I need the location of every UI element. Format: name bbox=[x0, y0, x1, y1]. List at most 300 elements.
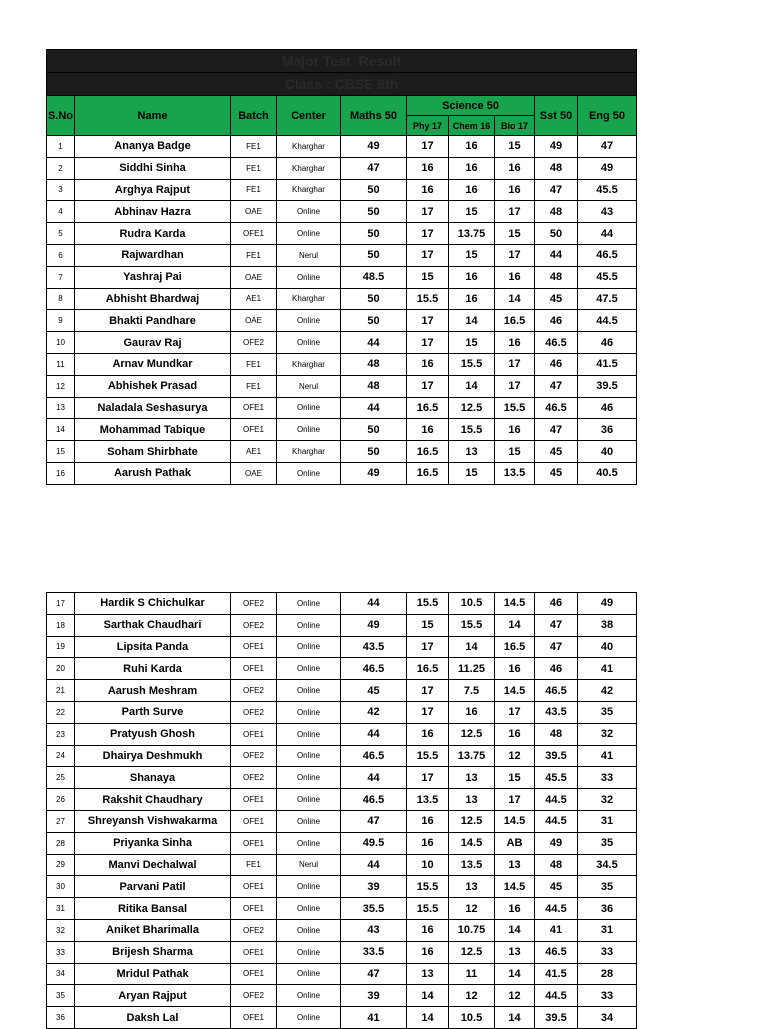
eng-cell: 36 bbox=[578, 419, 637, 441]
name-cell: Siddhi Sinha bbox=[75, 157, 231, 179]
chem-cell: 12.5 bbox=[449, 941, 495, 963]
table-row bbox=[47, 963, 637, 985]
sno-cell: 9 bbox=[47, 310, 75, 332]
eng-cell: 45.5 bbox=[578, 179, 637, 201]
name-cell: Aarush Meshram bbox=[75, 680, 231, 702]
maths-cell: 46.5 bbox=[341, 658, 407, 680]
phy-cell: 16.5 bbox=[407, 441, 449, 463]
table-row bbox=[47, 876, 637, 898]
table-row bbox=[47, 419, 637, 441]
eng-cell: 28 bbox=[578, 963, 637, 985]
result-table-top bbox=[46, 49, 637, 485]
phy-cell: 16 bbox=[407, 810, 449, 832]
bio-cell: 14.5 bbox=[495, 593, 535, 615]
name-cell: Rakshit Chaudhary bbox=[75, 789, 231, 811]
batch-cell: OFE1 bbox=[231, 810, 277, 832]
batch-cell: OFE1 bbox=[231, 1007, 277, 1029]
name-cell: Ananya Badge bbox=[75, 136, 231, 158]
batch-cell: OFE1 bbox=[231, 658, 277, 680]
sst-cell: 47 bbox=[535, 636, 578, 658]
sst-cell: 50 bbox=[535, 223, 578, 245]
maths-cell: 49.5 bbox=[341, 832, 407, 854]
maths-cell: 48 bbox=[341, 375, 407, 397]
sno-cell: 1 bbox=[47, 136, 75, 158]
result-table-bottom bbox=[46, 592, 637, 1029]
table-row bbox=[47, 136, 637, 158]
eng-cell: 31 bbox=[578, 919, 637, 941]
table-row bbox=[47, 810, 637, 832]
phy-cell: 17 bbox=[407, 701, 449, 723]
sst-cell: 46 bbox=[535, 310, 578, 332]
sno-cell: 31 bbox=[47, 898, 75, 920]
center-cell: Online bbox=[277, 876, 341, 898]
maths-cell: 44 bbox=[341, 332, 407, 354]
table-row bbox=[47, 898, 637, 920]
sst-cell: 47 bbox=[535, 614, 578, 636]
bio-cell: 16 bbox=[495, 157, 535, 179]
eng-cell: 44 bbox=[578, 223, 637, 245]
phy-cell: 16.5 bbox=[407, 397, 449, 419]
name-cell: Abhinav Hazra bbox=[75, 201, 231, 223]
name-cell: Arnav Mundkar bbox=[75, 353, 231, 375]
center-cell: Online bbox=[277, 832, 341, 854]
center-cell: Online bbox=[277, 680, 341, 702]
sno-cell: 29 bbox=[47, 854, 75, 876]
eng-cell: 46.5 bbox=[578, 244, 637, 266]
sno-cell: 17 bbox=[47, 593, 75, 615]
sno-cell: 4 bbox=[47, 201, 75, 223]
batch-cell: OFE1 bbox=[231, 876, 277, 898]
maths-cell: 44 bbox=[341, 723, 407, 745]
batch-cell: OFE2 bbox=[231, 680, 277, 702]
phy-cell: 17 bbox=[407, 375, 449, 397]
bio-cell: 17 bbox=[495, 789, 535, 811]
center-cell: Online bbox=[277, 332, 341, 354]
bio-cell: 17 bbox=[495, 244, 535, 266]
phy-cell: 17 bbox=[407, 767, 449, 789]
chem-cell: 14 bbox=[449, 636, 495, 658]
phy-cell: 16 bbox=[407, 723, 449, 745]
batch-cell: OFE1 bbox=[231, 723, 277, 745]
bio-cell: 16.5 bbox=[495, 310, 535, 332]
table-row bbox=[47, 941, 637, 963]
eng-cell: 38 bbox=[578, 614, 637, 636]
maths-cell: 50 bbox=[341, 179, 407, 201]
maths-cell: 45 bbox=[341, 680, 407, 702]
center-cell: Online bbox=[277, 723, 341, 745]
sno-cell: 12 bbox=[47, 375, 75, 397]
phy-cell: 14 bbox=[407, 985, 449, 1007]
bio-cell: 12 bbox=[495, 745, 535, 767]
eng-cell: 49 bbox=[578, 157, 637, 179]
table-row bbox=[47, 919, 637, 941]
sst-cell: 44.5 bbox=[535, 985, 578, 1007]
batch-cell: OFE1 bbox=[231, 636, 277, 658]
phy-cell: 15 bbox=[407, 614, 449, 636]
batch-cell: AE1 bbox=[231, 288, 277, 310]
center-cell: Kharghar bbox=[277, 179, 341, 201]
chem-cell: 12 bbox=[449, 898, 495, 920]
chem-cell: 14 bbox=[449, 375, 495, 397]
name-cell: Abhisht Bhardwaj bbox=[75, 288, 231, 310]
sst-cell: 44.5 bbox=[535, 789, 578, 811]
sno-cell: 21 bbox=[47, 680, 75, 702]
sst-cell: 49 bbox=[535, 136, 578, 158]
table-row bbox=[47, 593, 637, 615]
sst-cell: 43.5 bbox=[535, 701, 578, 723]
sno-cell: 25 bbox=[47, 767, 75, 789]
eng-cell: 33 bbox=[578, 767, 637, 789]
phy-cell: 16 bbox=[407, 157, 449, 179]
name-cell: Shanaya bbox=[75, 767, 231, 789]
sno-cell: 24 bbox=[47, 745, 75, 767]
table-row bbox=[47, 723, 637, 745]
table-row bbox=[47, 441, 637, 463]
sno-cell: 7 bbox=[47, 266, 75, 288]
eng-cell: 42 bbox=[578, 680, 637, 702]
maths-cell: 33.5 bbox=[341, 941, 407, 963]
phy-cell: 15.5 bbox=[407, 288, 449, 310]
table-row bbox=[47, 332, 637, 354]
name-cell: Soham Shirbhate bbox=[75, 441, 231, 463]
sst-cell: 49 bbox=[535, 832, 578, 854]
maths-cell: 39 bbox=[341, 876, 407, 898]
phy-cell: 17 bbox=[407, 201, 449, 223]
sno-cell: 32 bbox=[47, 919, 75, 941]
table-row bbox=[47, 244, 637, 266]
table-row bbox=[47, 223, 637, 245]
eng-cell: 31 bbox=[578, 810, 637, 832]
phy-cell: 15.5 bbox=[407, 876, 449, 898]
center-cell: Online bbox=[277, 462, 341, 484]
phy-cell: 17 bbox=[407, 310, 449, 332]
phy-cell: 16 bbox=[407, 941, 449, 963]
sno-cell: 27 bbox=[47, 810, 75, 832]
table-row bbox=[47, 201, 637, 223]
bio-cell: 14.5 bbox=[495, 876, 535, 898]
eng-cell: 34.5 bbox=[578, 854, 637, 876]
batch-cell: OAE bbox=[231, 266, 277, 288]
sno-cell: 28 bbox=[47, 832, 75, 854]
header-bio: Bio 17 bbox=[495, 116, 535, 136]
phy-cell: 17 bbox=[407, 332, 449, 354]
maths-cell: 41 bbox=[341, 1007, 407, 1029]
bio-cell: 16 bbox=[495, 419, 535, 441]
sno-cell: 33 bbox=[47, 941, 75, 963]
center-cell: Online bbox=[277, 1007, 341, 1029]
bio-cell: AB bbox=[495, 832, 535, 854]
center-cell: Online bbox=[277, 919, 341, 941]
maths-cell: 50 bbox=[341, 201, 407, 223]
bio-cell: 17 bbox=[495, 353, 535, 375]
center-cell: Kharghar bbox=[277, 288, 341, 310]
bio-cell: 12 bbox=[495, 985, 535, 1007]
sst-cell: 45 bbox=[535, 462, 578, 484]
center-cell: Online bbox=[277, 397, 341, 419]
sno-cell: 10 bbox=[47, 332, 75, 354]
center-cell: Kharghar bbox=[277, 353, 341, 375]
sst-cell: 45 bbox=[535, 441, 578, 463]
maths-cell: 49 bbox=[341, 136, 407, 158]
eng-cell: 41 bbox=[578, 745, 637, 767]
bio-cell: 14 bbox=[495, 288, 535, 310]
bio-cell: 16 bbox=[495, 898, 535, 920]
chem-cell: 14 bbox=[449, 310, 495, 332]
maths-cell: 44 bbox=[341, 854, 407, 876]
eng-cell: 47.5 bbox=[578, 288, 637, 310]
chem-cell: 12.5 bbox=[449, 810, 495, 832]
batch-cell: OFE1 bbox=[231, 941, 277, 963]
chem-cell: 15.5 bbox=[449, 419, 495, 441]
bio-cell: 17 bbox=[495, 375, 535, 397]
chem-cell: 16 bbox=[449, 157, 495, 179]
eng-cell: 36 bbox=[578, 898, 637, 920]
chem-cell: 14.5 bbox=[449, 832, 495, 854]
sst-cell: 44.5 bbox=[535, 898, 578, 920]
chem-cell: 13 bbox=[449, 789, 495, 811]
phy-cell: 16 bbox=[407, 832, 449, 854]
center-cell: Online bbox=[277, 701, 341, 723]
table-row bbox=[47, 353, 637, 375]
center-cell: Nerul bbox=[277, 244, 341, 266]
bio-cell: 14 bbox=[495, 1007, 535, 1029]
center-cell: Online bbox=[277, 810, 341, 832]
table-row bbox=[47, 767, 637, 789]
chem-cell: 15.5 bbox=[449, 614, 495, 636]
header-eng: Eng 50 bbox=[578, 96, 637, 136]
phy-cell: 16.5 bbox=[407, 658, 449, 680]
sno-cell: 30 bbox=[47, 876, 75, 898]
phy-cell: 15.5 bbox=[407, 898, 449, 920]
chem-cell: 15 bbox=[449, 244, 495, 266]
name-cell: Daksh Lal bbox=[75, 1007, 231, 1029]
center-cell: Online bbox=[277, 593, 341, 615]
header-batch: Batch bbox=[231, 96, 277, 136]
bio-cell: 15 bbox=[495, 441, 535, 463]
chem-cell: 16 bbox=[449, 136, 495, 158]
name-cell: Aniket Bharimalla bbox=[75, 919, 231, 941]
chem-cell: 7.5 bbox=[449, 680, 495, 702]
phy-cell: 15.5 bbox=[407, 593, 449, 615]
chem-cell: 16 bbox=[449, 701, 495, 723]
eng-cell: 46 bbox=[578, 332, 637, 354]
bio-cell: 16 bbox=[495, 723, 535, 745]
batch-cell: OFE1 bbox=[231, 223, 277, 245]
batch-cell: OFE2 bbox=[231, 919, 277, 941]
chem-cell: 13.75 bbox=[449, 745, 495, 767]
name-cell: Dhairya Deshmukh bbox=[75, 745, 231, 767]
header-sno: S.No bbox=[47, 96, 75, 136]
name-cell: Yashraj Pai bbox=[75, 266, 231, 288]
bio-cell: 16 bbox=[495, 332, 535, 354]
eng-cell: 49 bbox=[578, 593, 637, 615]
sno-cell: 18 bbox=[47, 614, 75, 636]
bio-cell: 16 bbox=[495, 658, 535, 680]
bio-cell: 14 bbox=[495, 614, 535, 636]
phy-cell: 17 bbox=[407, 636, 449, 658]
sst-cell: 46.5 bbox=[535, 680, 578, 702]
center-cell: Nerul bbox=[277, 375, 341, 397]
chem-cell: 16 bbox=[449, 179, 495, 201]
eng-cell: 47 bbox=[578, 136, 637, 158]
table-row bbox=[47, 310, 637, 332]
name-cell: Mohammad Tabique bbox=[75, 419, 231, 441]
batch-cell: OFE2 bbox=[231, 985, 277, 1007]
eng-cell: 35 bbox=[578, 832, 637, 854]
table-row bbox=[47, 680, 637, 702]
chem-cell: 15.5 bbox=[449, 353, 495, 375]
chem-cell: 11.25 bbox=[449, 658, 495, 680]
sno-cell: 3 bbox=[47, 179, 75, 201]
name-cell: Pratyush Ghosh bbox=[75, 723, 231, 745]
sst-cell: 46 bbox=[535, 353, 578, 375]
maths-cell: 44 bbox=[341, 397, 407, 419]
sst-cell: 45 bbox=[535, 876, 578, 898]
center-cell: Online bbox=[277, 941, 341, 963]
sno-cell: 34 bbox=[47, 963, 75, 985]
batch-cell: OFE1 bbox=[231, 419, 277, 441]
maths-cell: 49 bbox=[341, 462, 407, 484]
chem-cell: 13 bbox=[449, 876, 495, 898]
sno-cell: 2 bbox=[47, 157, 75, 179]
batch-cell: FE1 bbox=[231, 353, 277, 375]
phy-cell: 15.5 bbox=[407, 745, 449, 767]
center-cell: Online bbox=[277, 636, 341, 658]
batch-cell: OFE2 bbox=[231, 593, 277, 615]
sst-cell: 45 bbox=[535, 288, 578, 310]
batch-cell: FE1 bbox=[231, 136, 277, 158]
table-row bbox=[47, 636, 637, 658]
maths-cell: 35.5 bbox=[341, 898, 407, 920]
chem-cell: 13.5 bbox=[449, 854, 495, 876]
maths-cell: 43.5 bbox=[341, 636, 407, 658]
phy-cell: 15 bbox=[407, 266, 449, 288]
table-row bbox=[47, 832, 637, 854]
eng-cell: 33 bbox=[578, 985, 637, 1007]
sst-cell: 48 bbox=[535, 723, 578, 745]
header-center: Center bbox=[277, 96, 341, 136]
center-cell: Online bbox=[277, 985, 341, 1007]
batch-cell: FE1 bbox=[231, 244, 277, 266]
sst-cell: 41.5 bbox=[535, 963, 578, 985]
chem-cell: 12.5 bbox=[449, 397, 495, 419]
header-maths: Maths 50 bbox=[341, 96, 407, 136]
center-cell: Kharghar bbox=[277, 157, 341, 179]
eng-cell: 39.5 bbox=[578, 375, 637, 397]
bio-cell: 17 bbox=[495, 201, 535, 223]
table-row bbox=[47, 985, 637, 1007]
eng-cell: 40.5 bbox=[578, 462, 637, 484]
sheet-title: Major Test_Result bbox=[47, 50, 637, 73]
name-cell: Manvi Dechalwal bbox=[75, 854, 231, 876]
maths-cell: 50 bbox=[341, 441, 407, 463]
sst-cell: 44.5 bbox=[535, 810, 578, 832]
sno-cell: 36 bbox=[47, 1007, 75, 1029]
center-cell: Nerul bbox=[277, 854, 341, 876]
maths-cell: 44 bbox=[341, 767, 407, 789]
maths-cell: 47 bbox=[341, 810, 407, 832]
center-cell: Kharghar bbox=[277, 441, 341, 463]
center-cell: Online bbox=[277, 789, 341, 811]
eng-cell: 35 bbox=[578, 876, 637, 898]
eng-cell: 33 bbox=[578, 941, 637, 963]
name-cell: Parth Surve bbox=[75, 701, 231, 723]
phy-cell: 16 bbox=[407, 353, 449, 375]
sno-cell: 15 bbox=[47, 441, 75, 463]
eng-cell: 46 bbox=[578, 397, 637, 419]
bio-cell: 14.5 bbox=[495, 680, 535, 702]
batch-cell: AE1 bbox=[231, 441, 277, 463]
eng-cell: 40 bbox=[578, 636, 637, 658]
sno-cell: 20 bbox=[47, 658, 75, 680]
name-cell: Naladala Seshasurya bbox=[75, 397, 231, 419]
batch-cell: FE1 bbox=[231, 179, 277, 201]
maths-cell: 50 bbox=[341, 288, 407, 310]
bio-cell: 14 bbox=[495, 919, 535, 941]
chem-cell: 10.75 bbox=[449, 919, 495, 941]
sno-cell: 8 bbox=[47, 288, 75, 310]
name-cell: Arghya Rajput bbox=[75, 179, 231, 201]
batch-cell: OFE2 bbox=[231, 745, 277, 767]
sst-cell: 46.5 bbox=[535, 941, 578, 963]
phy-cell: 13.5 bbox=[407, 789, 449, 811]
class-label: Class : CBSE 8th bbox=[47, 73, 637, 96]
center-cell: Online bbox=[277, 266, 341, 288]
center-cell: Online bbox=[277, 419, 341, 441]
name-cell: Aarush Pathak bbox=[75, 462, 231, 484]
chem-cell: 10.5 bbox=[449, 1007, 495, 1029]
bio-cell: 17 bbox=[495, 701, 535, 723]
sno-cell: 19 bbox=[47, 636, 75, 658]
phy-cell: 13 bbox=[407, 963, 449, 985]
center-cell: Online bbox=[277, 658, 341, 680]
sst-cell: 47 bbox=[535, 419, 578, 441]
sno-cell: 13 bbox=[47, 397, 75, 419]
center-cell: Online bbox=[277, 745, 341, 767]
name-cell: Lipsita Panda bbox=[75, 636, 231, 658]
table-row bbox=[47, 397, 637, 419]
sno-cell: 23 bbox=[47, 723, 75, 745]
bio-cell: 16 bbox=[495, 179, 535, 201]
chem-cell: 13 bbox=[449, 767, 495, 789]
maths-cell: 47 bbox=[341, 157, 407, 179]
phy-cell: 16 bbox=[407, 179, 449, 201]
sst-cell: 46.5 bbox=[535, 397, 578, 419]
name-cell: Sarthak Chaudhari bbox=[75, 614, 231, 636]
center-cell: Online bbox=[277, 767, 341, 789]
maths-cell: 50 bbox=[341, 223, 407, 245]
header-sst: Sst 50 bbox=[535, 96, 578, 136]
phy-cell: 17 bbox=[407, 223, 449, 245]
batch-cell: FE1 bbox=[231, 375, 277, 397]
bio-cell: 15 bbox=[495, 223, 535, 245]
center-cell: Online bbox=[277, 201, 341, 223]
maths-cell: 44 bbox=[341, 593, 407, 615]
name-cell: Gaurav Raj bbox=[75, 332, 231, 354]
table-row bbox=[47, 462, 637, 484]
sst-cell: 48 bbox=[535, 854, 578, 876]
name-cell: Hardik S Chichulkar bbox=[75, 593, 231, 615]
name-cell: Ritika Bansal bbox=[75, 898, 231, 920]
maths-cell: 43 bbox=[341, 919, 407, 941]
sst-cell: 48 bbox=[535, 157, 578, 179]
maths-cell: 50 bbox=[341, 310, 407, 332]
phy-cell: 16 bbox=[407, 419, 449, 441]
bio-cell: 15 bbox=[495, 136, 535, 158]
name-cell: Mridul Pathak bbox=[75, 963, 231, 985]
batch-cell: OFE2 bbox=[231, 614, 277, 636]
sst-cell: 47 bbox=[535, 179, 578, 201]
